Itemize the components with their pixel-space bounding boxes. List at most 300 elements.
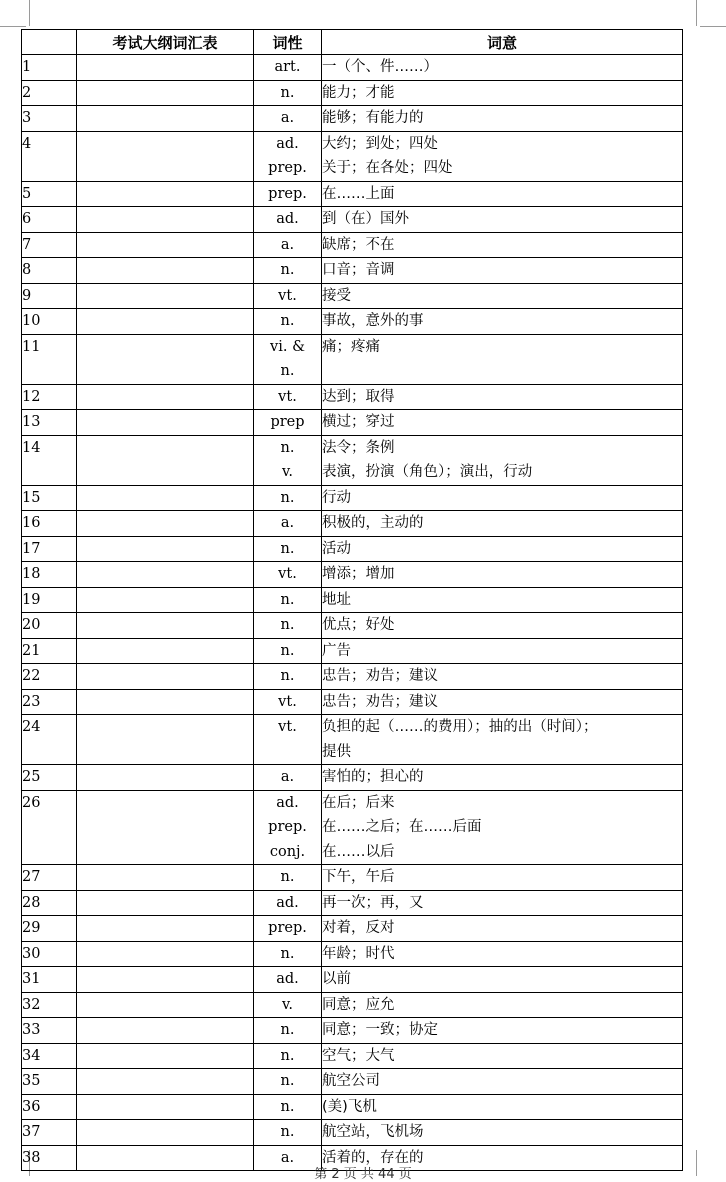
row-meaning-text: 达到；取得 — [322, 388, 395, 405]
row-pos-text: n. — [280, 1098, 295, 1115]
row-word-text — [77, 486, 253, 511]
row-pos-text: vi. & — [270, 338, 305, 355]
row-number — [22, 689, 77, 715]
row-pos — [254, 992, 322, 1018]
row-meaning — [322, 258, 683, 284]
row-word — [77, 765, 254, 791]
row-number-text: 26 — [22, 794, 41, 811]
row-meaning — [322, 131, 683, 181]
row-word — [77, 992, 254, 1018]
row-meaning-text: 地址 — [322, 591, 351, 608]
row-number — [22, 715, 77, 765]
table-row — [22, 765, 683, 791]
row-number — [22, 283, 77, 309]
row-word — [77, 587, 254, 613]
row-number-text: 7 — [22, 236, 32, 253]
row-number-text: 33 — [22, 1022, 41, 1038]
row-word-text — [77, 613, 253, 638]
row-meaning — [322, 384, 683, 410]
row-pos-text: n. — [280, 869, 295, 885]
row-number-text: 5 — [22, 185, 32, 202]
table-row — [22, 511, 683, 537]
row-number-text: 23 — [22, 693, 41, 710]
row-word-text — [77, 1044, 253, 1069]
row-word-text — [77, 81, 253, 106]
table-row — [22, 232, 683, 258]
row-number-text: 36 — [22, 1098, 41, 1115]
row-number-text: 11 — [22, 338, 41, 355]
row-spacer — [77, 156, 253, 181]
row-pos-text: n. — [280, 668, 295, 684]
row-pos — [254, 790, 322, 865]
row-word-text — [77, 436, 253, 461]
row-meaning-text: 同意；一致；协定 — [322, 1022, 438, 1038]
table-row — [22, 1043, 683, 1069]
row-meaning-text: 表演，扮演（角色）；演出，行动 — [322, 464, 533, 480]
table-row — [22, 587, 683, 613]
row-meaning-text: 害怕的；担心的 — [322, 769, 424, 785]
table-row — [22, 689, 683, 715]
row-word — [77, 715, 254, 765]
row-pos-text: prep. — [268, 185, 307, 202]
table-row — [22, 1069, 683, 1095]
row-meaning — [322, 765, 683, 791]
row-pos-text: n. — [280, 439, 295, 456]
row-number — [22, 865, 77, 891]
row-meaning — [322, 309, 683, 335]
row-word — [77, 664, 254, 690]
row-pos — [254, 207, 322, 233]
row-pos-text: n. — [280, 363, 295, 379]
row-word-text — [77, 993, 253, 1018]
row-word — [77, 80, 254, 106]
row-pos-text: prep. — [268, 819, 307, 835]
row-meaning — [322, 790, 683, 865]
row-meaning — [322, 207, 683, 233]
table-row — [22, 334, 683, 384]
row-number-text: 2 — [22, 84, 32, 101]
row-spacer — [22, 840, 76, 865]
row-pos — [254, 1043, 322, 1069]
row-number-text: 20 — [22, 617, 41, 633]
table-row — [22, 865, 683, 891]
row-word-text — [77, 942, 253, 967]
row-pos-text: n. — [280, 84, 295, 101]
row-meaning — [322, 916, 683, 942]
row-pos — [254, 258, 322, 284]
row-number-text: 35 — [22, 1073, 41, 1089]
table-body — [22, 55, 683, 1171]
row-pos-text: n. — [280, 313, 295, 329]
row-meaning-text: 大约；到处；四处 — [322, 135, 438, 152]
row-number-text: 38 — [22, 1149, 41, 1166]
row-pos-text: vt. — [278, 566, 297, 582]
row-number — [22, 55, 77, 81]
row-pos — [254, 664, 322, 690]
row-pos — [254, 309, 322, 335]
row-meaning — [322, 865, 683, 891]
row-meaning — [322, 80, 683, 106]
row-number-text: 22 — [22, 668, 41, 684]
row-word-text — [77, 335, 253, 360]
row-pos-text: prep — [270, 414, 305, 430]
row-pos-text: prep. — [268, 920, 307, 936]
row-number — [22, 613, 77, 639]
row-number — [22, 562, 77, 588]
row-number — [22, 485, 77, 511]
row-meaning-text: 负担的起（……的费用）；抽的出（时间）； — [322, 719, 598, 735]
table-row — [22, 435, 683, 485]
row-meaning-text: 积极的，主动的 — [322, 515, 424, 531]
row-number-text: 16 — [22, 515, 41, 531]
table-row — [22, 55, 683, 81]
row-word — [77, 1069, 254, 1095]
row-meaning-text: 增添；增加 — [322, 566, 395, 582]
row-pos-text: vt. — [278, 693, 297, 710]
row-number-text: 30 — [22, 945, 41, 962]
table-row — [22, 283, 683, 309]
header-number — [22, 30, 77, 55]
row-number — [22, 638, 77, 664]
row-meaning-text: 接受 — [322, 287, 351, 304]
row-pos — [254, 865, 322, 891]
table-row — [22, 967, 683, 993]
row-meaning-text: 对着，反对 — [322, 920, 395, 936]
row-pos-text: n. — [280, 1124, 295, 1140]
row-word — [77, 865, 254, 891]
row-word-text — [77, 132, 253, 157]
row-word-text — [77, 891, 253, 916]
row-number-text: 37 — [22, 1124, 41, 1140]
row-word-text — [77, 715, 253, 740]
table-row — [22, 562, 683, 588]
row-pos — [254, 55, 322, 81]
row-word — [77, 207, 254, 233]
row-meaning — [322, 613, 683, 639]
row-number-text: 32 — [22, 996, 41, 1013]
row-meaning — [322, 511, 683, 537]
row-pos-text: vt. — [278, 719, 297, 735]
row-word-text — [77, 690, 253, 715]
row-meaning — [322, 664, 683, 690]
row-number — [22, 664, 77, 690]
row-pos — [254, 410, 322, 436]
row-meaning-text: 再一次；再，又 — [322, 894, 424, 911]
row-pos-text: n. — [280, 540, 295, 557]
row-word-text — [77, 765, 253, 790]
row-meaning — [322, 1018, 683, 1044]
row-meaning-text: 在后；后来 — [322, 794, 395, 811]
row-word — [77, 1043, 254, 1069]
row-meaning — [322, 232, 683, 258]
row-meaning-text: 同意；应允 — [322, 996, 395, 1013]
row-number-text: 21 — [22, 642, 41, 659]
row-number-text: 9 — [22, 287, 32, 304]
row-number-text: 29 — [22, 920, 41, 936]
row-number — [22, 992, 77, 1018]
table-row — [22, 664, 683, 690]
row-meaning — [322, 1043, 683, 1069]
row-word — [77, 384, 254, 410]
row-number-text: 3 — [22, 110, 32, 126]
row-meaning-text: 事故，意外的事 — [322, 313, 424, 329]
row-number-text: 17 — [22, 540, 41, 557]
row-word — [77, 106, 254, 132]
table-header-row — [22, 30, 683, 55]
table-row — [22, 613, 683, 639]
row-pos — [254, 689, 322, 715]
table-row — [22, 992, 683, 1018]
row-number — [22, 1018, 77, 1044]
row-word-text — [77, 207, 253, 232]
row-pos — [254, 334, 322, 384]
table-row — [22, 106, 683, 132]
row-spacer — [22, 815, 76, 840]
row-word-text — [77, 916, 253, 941]
row-pos — [254, 1018, 322, 1044]
row-word — [77, 435, 254, 485]
row-pos-text: n. — [280, 262, 295, 278]
row-pos-text: n. — [280, 1073, 295, 1089]
row-word — [77, 1094, 254, 1120]
row-pos-text — [254, 740, 321, 765]
row-meaning — [322, 941, 683, 967]
table-row — [22, 890, 683, 916]
row-number — [22, 765, 77, 791]
row-number-text: 34 — [22, 1047, 41, 1064]
row-spacer — [77, 460, 253, 485]
row-word — [77, 1120, 254, 1146]
row-word-text — [77, 284, 253, 309]
row-pos-text: vt. — [278, 388, 297, 405]
row-meaning — [322, 689, 683, 715]
row-spacer — [77, 815, 253, 840]
row-pos — [254, 283, 322, 309]
row-pos — [254, 916, 322, 942]
row-word — [77, 309, 254, 335]
row-meaning — [322, 181, 683, 207]
row-number — [22, 1120, 77, 1146]
row-word — [77, 232, 254, 258]
row-word — [77, 790, 254, 865]
table-row — [22, 384, 683, 410]
row-number-text: 14 — [22, 439, 41, 456]
row-pos — [254, 485, 322, 511]
row-number — [22, 258, 77, 284]
row-word — [77, 258, 254, 284]
table-row — [22, 638, 683, 664]
row-number — [22, 511, 77, 537]
row-pos-text: ad. — [276, 794, 299, 811]
row-meaning-text: 关于；在各处；四处 — [322, 160, 453, 176]
row-pos — [254, 131, 322, 181]
row-number — [22, 410, 77, 436]
table-row — [22, 258, 683, 284]
row-meaning — [322, 1094, 683, 1120]
row-meaning — [322, 410, 683, 436]
row-meaning-text: 一（个、件……） — [322, 59, 438, 75]
row-meaning-text: 能力；才能 — [322, 84, 395, 101]
row-word — [77, 131, 254, 181]
row-number-text: 10 — [22, 313, 41, 329]
row-number-text: 6 — [22, 211, 32, 227]
row-pos — [254, 765, 322, 791]
row-meaning-text — [322, 359, 682, 384]
row-pos — [254, 384, 322, 410]
row-pos-text: a. — [280, 110, 295, 126]
row-number-text: 28 — [22, 894, 41, 911]
table-row — [22, 536, 683, 562]
table-row — [22, 916, 683, 942]
row-number-text: 15 — [22, 489, 41, 506]
row-pos — [254, 638, 322, 664]
row-number — [22, 334, 77, 384]
row-number — [22, 106, 77, 132]
crop-mark-top-right-h — [700, 26, 726, 27]
row-word-text — [77, 664, 253, 689]
row-meaning-text: 优点；好处 — [322, 617, 395, 633]
row-meaning-text: 广告 — [322, 642, 351, 659]
row-pos — [254, 613, 322, 639]
row-meaning-text: 缺席；不在 — [322, 236, 395, 253]
row-word-text — [77, 410, 253, 435]
row-meaning-text: 口音；音调 — [322, 262, 395, 278]
table-row — [22, 1094, 683, 1120]
row-meaning — [322, 890, 683, 916]
row-number — [22, 207, 77, 233]
row-meaning-text: 在……以后 — [322, 843, 395, 860]
row-pos-text: art. — [274, 59, 301, 75]
vocabulary-table — [21, 29, 683, 1171]
row-spacer — [22, 460, 76, 485]
row-number-text: 13 — [22, 414, 41, 430]
row-pos-text: a. — [280, 236, 295, 253]
row-number — [22, 536, 77, 562]
row-number-text: 12 — [22, 388, 41, 405]
row-number-text: 4 — [22, 135, 32, 152]
row-pos — [254, 967, 322, 993]
row-number — [22, 941, 77, 967]
row-spacer — [77, 740, 253, 765]
row-meaning — [322, 967, 683, 993]
row-pos-text: prep. — [268, 160, 307, 176]
row-meaning-text: 航空公司 — [322, 1073, 380, 1089]
row-meaning-text: 到（在）国外 — [322, 211, 409, 227]
row-meaning-text: 活着的，存在的 — [322, 1149, 424, 1166]
row-word-text — [77, 385, 253, 410]
table-row — [22, 941, 683, 967]
row-number-text: 18 — [22, 566, 41, 582]
row-meaning — [322, 55, 683, 81]
row-meaning-text: 提供 — [322, 743, 351, 760]
row-pos-text: n. — [280, 489, 295, 506]
row-meaning — [322, 715, 683, 765]
row-pos — [254, 1094, 322, 1120]
row-meaning — [322, 638, 683, 664]
row-meaning-text: 法令；条例 — [322, 439, 395, 456]
table-row — [22, 181, 683, 207]
row-word — [77, 689, 254, 715]
row-number — [22, 1094, 77, 1120]
row-pos — [254, 232, 322, 258]
row-number — [22, 131, 77, 181]
row-number-text: 31 — [22, 971, 41, 987]
header-word: 考试大纲词汇表 — [77, 30, 254, 55]
row-word-text — [77, 1120, 253, 1145]
row-number — [22, 1043, 77, 1069]
row-word — [77, 916, 254, 942]
row-pos-text: a. — [280, 1149, 295, 1166]
row-meaning — [322, 1120, 683, 1146]
row-pos — [254, 181, 322, 207]
row-pos — [254, 536, 322, 562]
row-word-text — [77, 511, 253, 536]
row-number — [22, 435, 77, 485]
row-pos-text: n. — [280, 642, 295, 659]
row-word-text — [77, 537, 253, 562]
row-number — [22, 181, 77, 207]
row-word — [77, 536, 254, 562]
row-number — [22, 790, 77, 865]
row-pos — [254, 715, 322, 765]
row-word-text — [77, 233, 253, 258]
row-number — [22, 890, 77, 916]
row-word — [77, 967, 254, 993]
row-meaning — [322, 587, 683, 613]
row-number — [22, 587, 77, 613]
row-pos-text: v. — [281, 464, 294, 480]
row-word-text — [77, 106, 253, 131]
row-word-text — [77, 309, 253, 334]
row-word-text — [77, 258, 253, 283]
row-number-text: 8 — [22, 262, 32, 278]
row-pos — [254, 106, 322, 132]
row-word-text — [77, 182, 253, 207]
table-row — [22, 790, 683, 865]
row-word — [77, 941, 254, 967]
row-number — [22, 232, 77, 258]
row-word-text — [77, 55, 253, 80]
row-pos-text: n. — [280, 617, 295, 633]
table-row — [22, 309, 683, 335]
row-word-text — [77, 562, 253, 587]
row-number — [22, 967, 77, 993]
row-meaning — [322, 562, 683, 588]
row-meaning — [322, 536, 683, 562]
row-pos — [254, 1120, 322, 1146]
row-pos-text: n. — [280, 945, 295, 962]
row-word — [77, 562, 254, 588]
row-meaning-text: 年龄；时代 — [322, 945, 395, 962]
row-meaning-text: 忠告；劝告；建议 — [322, 668, 438, 684]
row-word-text — [77, 1069, 253, 1094]
row-meaning-text: 以前 — [322, 971, 351, 987]
row-pos — [254, 941, 322, 967]
row-pos — [254, 1069, 322, 1095]
row-pos-text: ad. — [276, 971, 299, 987]
row-word — [77, 334, 254, 384]
row-word-text — [77, 1095, 253, 1120]
table-row — [22, 485, 683, 511]
row-word-text — [77, 967, 253, 992]
table-row — [22, 80, 683, 106]
row-meaning-text: 忠告；劝告；建议 — [322, 693, 438, 710]
row-number — [22, 80, 77, 106]
row-meaning — [322, 106, 683, 132]
row-word — [77, 613, 254, 639]
row-meaning — [322, 1069, 683, 1095]
row-pos — [254, 587, 322, 613]
